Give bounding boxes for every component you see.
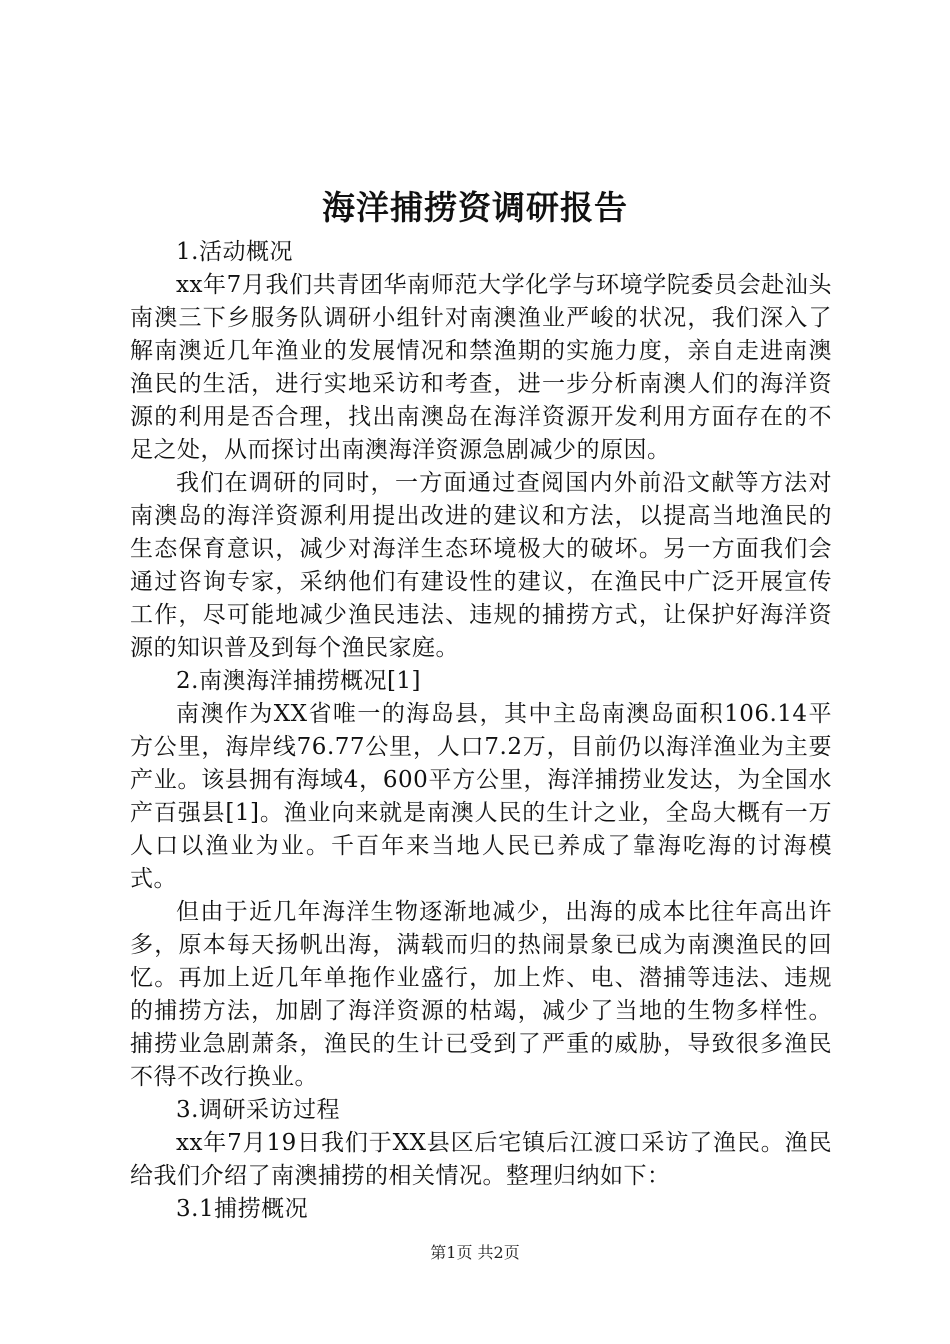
page-footer: 第1页 共2页	[430, 1243, 520, 1262]
document-title: 海洋捕捞资调研报告	[322, 188, 628, 227]
paragraph-research-methods: 我们在调研的同时，一方面通过查阅国内外前沿文献等方法对南澳岛的海洋资源利用提出改进的建议和方法，以提高当地渔民的生态保育意识，减少对海洋生态环境极大的破坏。另一方面我们会通过咨询专家，采纳他们有建设性的建议，在渔民中广泛开展宣传工作，尽可能地减少渔民违法、违规的捕捞方式，让保护好海洋资源的知识普及到每个渔民家庭。	[130, 470, 832, 661]
section-heading-2: 2.南澳海洋捕捞概况[1]	[176, 668, 422, 694]
subsection-heading-3-1: 3.1捕捞概况	[176, 1196, 309, 1222]
paragraph-decline: 但由于近几年海洋生物逐渐地减少，出海的成本比往年高出许多，原本每天扬帆出海，满载而归的热闹景象已成为南澳渔民的回忆。再加上近几年单拖作业盛行，加上炸、电、潜捕等违法、违规的捕捞方法，加剧了海洋资源的枯竭，减少了当地的生物多样性。捕捞业急剧萧条，渔民的生计已受到了严重的威胁，导致很多渔民不得不改行换业。	[130, 899, 832, 1090]
section-heading-1: 1.活动概况	[176, 239, 293, 265]
paragraph-interview: xx年7月19日我们于XX县区后宅镇后江渡口采访了渔民。渔民给我们介绍了南澳捕捞的相关情况。整理归纳如下：	[130, 1130, 832, 1189]
document-body	[130, 236, 832, 1226]
paragraph-activity-overview: xx年7月我们共青团华南师范大学化学与环境学院委员会赴汕头南澳三下乡服务队调研小组针对南澳渔业严峻的状况，我们深入了解南澳近几年渔业的发展情况和禁渔期的实施力度，亲自走进南澳渔民的生活，进行实地采访和考查，进一步分析南澳人们的海洋资源的利用是否合理，找出南澳岛在海洋资源开发利用方面存在的不足之处，从而探讨出南澳海洋资源急剧减少的原因。	[130, 272, 832, 463]
paragraph-nanao-overview: 南澳作为XX省唯一的海岛县，其中主岛南澳岛面积106.14平方公里，海岸线76.77公里，人口7.2万，目前仍以海洋渔业为主要产业。该县拥有海域4，600平方公里，海洋捕捞业发达，为全国水产百强县[1]。渔业向来就是南澳人民的生计之业，全岛大概有一万人口以渔业为业。千百年来当地人民已养成了靠海吃海的讨海模式。	[130, 701, 832, 892]
section-heading-3: 3.调研采访过程	[176, 1097, 340, 1123]
